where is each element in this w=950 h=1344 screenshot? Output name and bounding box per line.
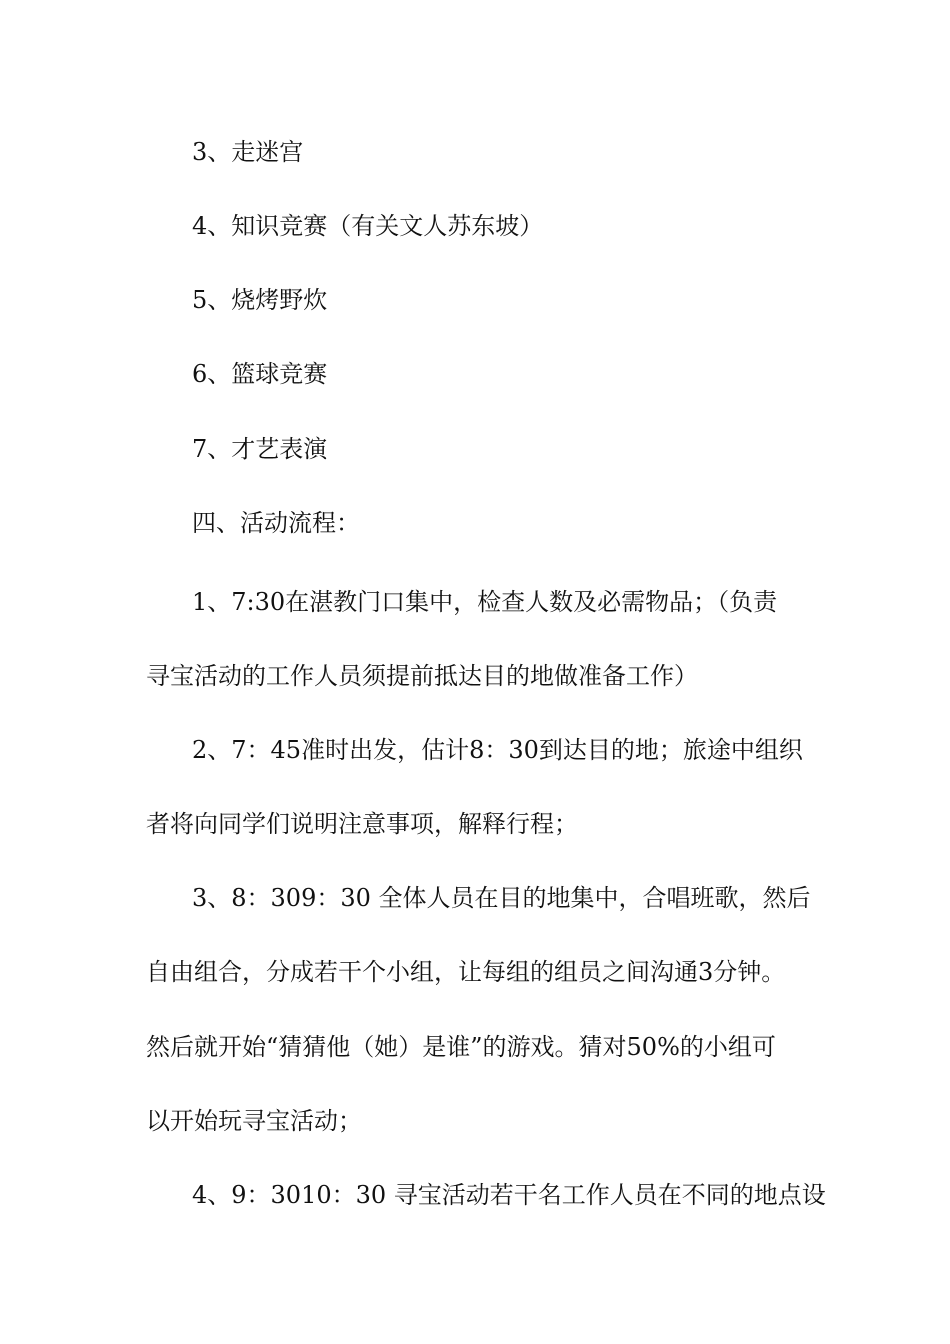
paragraph-step-4-line-1: 4、9：3010：30 寻宝活动若干名工作人员在不同的地点设	[192, 1181, 826, 1209]
paragraph-step-2-line-1: 2、7：45准时出发，估计8：30到达目的地；旅途中组织	[192, 736, 803, 764]
list-item-basketball: 6、篮球竞赛	[192, 360, 328, 388]
paragraph-step-3-line-2: 自由组合，分成若干个小组，让每组的组员之间沟通3分钟。	[146, 958, 786, 986]
list-item-talent-show: 7、才艺表演	[192, 435, 328, 463]
list-item-knowledge-contest: 4、知识竞赛（有关文人苏东坡）	[192, 212, 544, 240]
paragraph-step-2-line-2: 者将向同学们说明注意事项，解释行程；	[146, 810, 578, 838]
paragraph-step-3-line-3: 然后就开始“猜猜他（她）是谁”的游戏。猜对50%的小组可	[146, 1033, 776, 1061]
paragraph-step-3-line-1: 3、8：309：30 全体人员在目的地集中，合唱班歌，然后	[192, 884, 811, 912]
list-item-bbq: 5、烧烤野炊	[192, 286, 328, 314]
section-heading-activity-process: 四、活动流程：	[192, 509, 360, 537]
list-item-maze: 3、走迷宫	[192, 138, 304, 166]
paragraph-step-3-line-4: 以开始玩寻宝活动；	[146, 1107, 362, 1135]
paragraph-step-1-line-1: 1、7:30在湛教门口集中，检查人数及必需物品；（负责	[192, 588, 778, 616]
paragraph-step-1-line-2: 寻宝活动的工作人员须提前抵达目的地做准备工作）	[146, 662, 698, 690]
